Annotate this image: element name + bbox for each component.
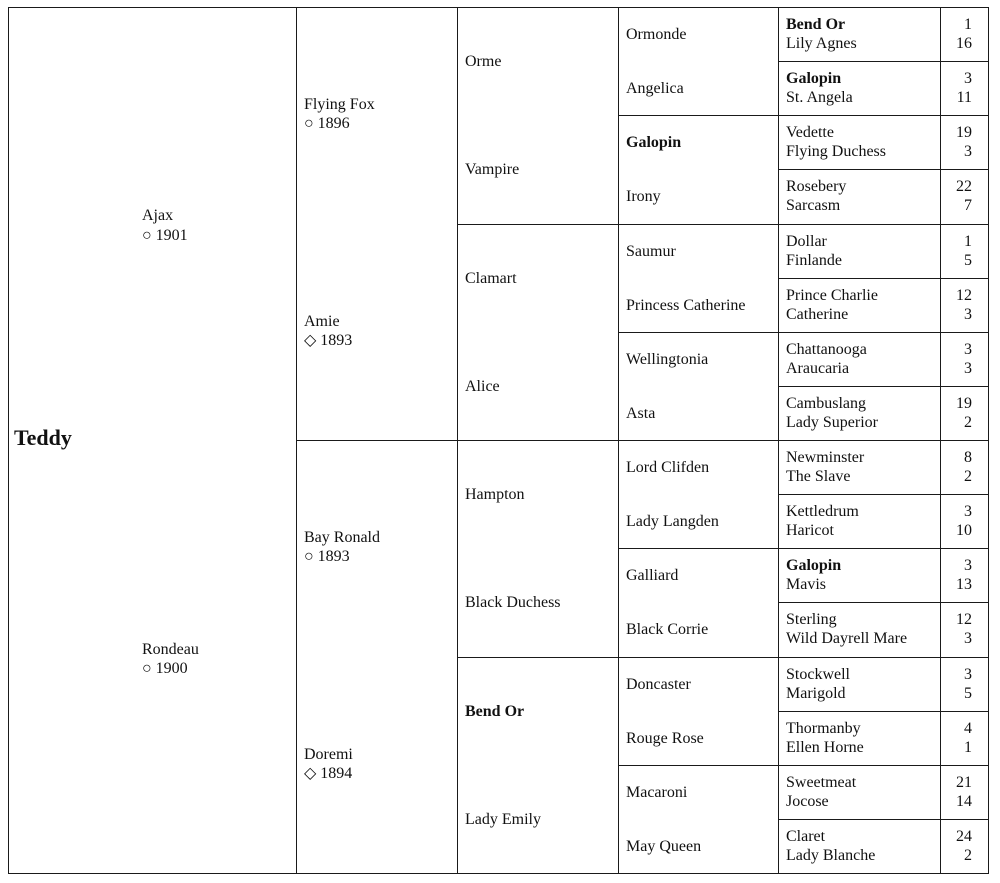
gen5-dam-family-number: 11 [956, 89, 972, 107]
frame-right [988, 7, 989, 874]
gen4-name: Princess Catherine [626, 296, 746, 314]
gen3-name: Alice [465, 377, 500, 395]
gen4-name: Galopin [626, 134, 682, 152]
gen4-name: May Queen [626, 837, 702, 855]
gen5-sire-family-number: 21 [956, 773, 972, 791]
gen5-sire-name: Newminster [786, 449, 865, 467]
sire-name: Ajax [142, 207, 174, 224]
gen5-dam-name: Lily Agnes [786, 35, 857, 53]
row-divider [778, 278, 988, 279]
gen5-sire-family-number: 3 [964, 557, 972, 575]
gen5-sire-name: Sweetmeat [786, 773, 857, 791]
gen2-year: ◇ 1893 [304, 331, 353, 349]
gen5-dam-family-number: 3 [964, 143, 972, 161]
gen5-sire-family-number: 3 [964, 665, 972, 683]
gen5-dam-family-number: 10 [956, 522, 972, 540]
gen3-name: Bend Or [465, 702, 525, 720]
gen5-dam-name: Marigold [786, 684, 846, 702]
gen2-name: Flying Fox [304, 96, 375, 114]
row-divider [778, 169, 988, 170]
gen2-name: Bay Ronald [304, 529, 380, 547]
gen4-name: Lady Langden [626, 513, 719, 531]
gen5-sire-family-number: 12 [956, 286, 972, 304]
gen5-dam-name: Araucaria [786, 359, 850, 377]
gen5-dam-family-number: 13 [956, 576, 972, 594]
gen5-sire-name: Claret [786, 827, 826, 845]
row-divider [296, 440, 988, 441]
gen5-sire-family-number: 1 [964, 232, 972, 250]
gen5-sire-family-number: 19 [956, 124, 972, 142]
gen5-sire-name: Stockwell [786, 665, 850, 683]
gen5-dam-family-number: 14 [956, 792, 972, 810]
gen3-name: Orme [465, 53, 502, 71]
gen5-dam-family-number: 16 [956, 35, 972, 53]
gen5-sire-name: Cambuslang [786, 394, 866, 412]
row-divider [457, 224, 988, 225]
gen4-name: Irony [626, 188, 661, 206]
gen5-sire-name: Chattanooga [786, 340, 867, 358]
gen5-dam-family-number: 2 [964, 846, 972, 864]
gen5-sire-family-number: 1 [964, 16, 972, 34]
gen5-dam-name: Jocose [786, 792, 829, 810]
gen5-sire-name: Galopin [786, 557, 842, 575]
gen4-name: Rouge Rose [626, 729, 704, 747]
gen3-name: Clamart [465, 269, 517, 287]
gen5-dam-family-number: 3 [964, 305, 972, 323]
gen5-sire-family-number: 8 [964, 449, 972, 467]
row-divider [618, 548, 988, 549]
sire-year: ○ 1901 [142, 227, 188, 244]
gen5-sire-family-number: 3 [964, 340, 972, 358]
gen5-sire-name: Galopin [786, 70, 842, 88]
row-divider [618, 115, 988, 116]
gen5-sire-family-number: 3 [964, 70, 972, 88]
gen5-dam-family-number: 5 [964, 251, 972, 269]
frame-left [8, 7, 9, 873]
gen4-name: Ormonde [626, 26, 687, 44]
gen4-name: Macaroni [626, 783, 688, 801]
gen5-dam-family-number: 5 [964, 684, 972, 702]
dam-year: ○ 1900 [142, 660, 188, 677]
gen5-sire-name: Sterling [786, 611, 837, 629]
gen4-name: Lord Clifden [626, 459, 710, 477]
gen5-dam-name: Mavis [786, 576, 826, 594]
gen5-dam-name: Haricot [786, 522, 834, 540]
gen5-dam-name: Wild Dayrell Mare [786, 630, 908, 648]
gen3-name: Lady Emily [465, 810, 541, 828]
gen5-dam-name: Flying Duchess [786, 143, 886, 161]
row-divider [778, 494, 988, 495]
gen4-name: Black Corrie [626, 621, 709, 639]
row-divider [778, 602, 988, 603]
gen2-name: Amie [304, 312, 340, 330]
gen3-name: Black Duchess [465, 594, 561, 612]
gen2-year: ◇ 1894 [304, 764, 353, 782]
gen4-name: Wellingtonia [626, 350, 709, 368]
gen2-name: Doremi [304, 745, 353, 763]
gen5-dam-name: Lady Superior [786, 413, 878, 431]
gen5-sire-name: Thormanby [786, 719, 861, 737]
gen5-sire-family-number: 3 [964, 503, 972, 521]
row-divider [778, 386, 988, 387]
gen2-year: ○ 1893 [304, 548, 350, 566]
gen5-sire-family-number: 4 [964, 719, 972, 737]
gen5-sire-name: Prince Charlie [786, 286, 878, 304]
gen5-dam-name: St. Angela [786, 89, 853, 107]
frame-top [8, 7, 988, 8]
gen5-sire-name: Dollar [786, 232, 827, 250]
gen5-dam-name: Lady Blanche [786, 846, 876, 864]
gen5-dam-family-number: 2 [964, 468, 972, 486]
row-divider [778, 819, 988, 820]
frame-bottom [8, 873, 989, 874]
gen5-dam-family-number: 7 [964, 197, 972, 215]
gen5-sire-family-number: 19 [956, 394, 972, 412]
row-divider [618, 332, 988, 333]
gen4-name: Galliard [626, 567, 679, 585]
gen5-dam-family-number: 3 [964, 630, 972, 648]
gen5-sire-family-number: 12 [956, 611, 972, 629]
subject-name: Teddy [14, 425, 72, 450]
gen3-name: Hampton [465, 486, 525, 504]
gen5-dam-family-number: 1 [964, 738, 972, 756]
gen5-sire-name: Bend Or [786, 16, 846, 34]
gen4-name: Asta [626, 404, 656, 422]
gen5-sire-name: Vedette [786, 124, 834, 142]
gen4-name: Angelica [626, 80, 684, 98]
row-divider [778, 711, 988, 712]
gen5-dam-family-number: 3 [964, 359, 972, 377]
gen5-dam-name: Ellen Horne [786, 738, 864, 756]
dam-name: Rondeau [142, 641, 199, 658]
row-divider [618, 765, 988, 766]
gen5-dam-name: The Slave [786, 468, 851, 486]
gen2-year: ○ 1896 [304, 115, 350, 133]
gen5-sire-name: Rosebery [786, 178, 847, 196]
gen5-sire-family-number: 22 [956, 178, 972, 196]
gen5-sire-family-number: 24 [956, 827, 972, 845]
gen5-dam-name: Finlande [786, 251, 842, 269]
gen4-name: Doncaster [626, 675, 691, 693]
gen5-dam-name: Catherine [786, 305, 849, 323]
gen4-name: Saumur [626, 242, 676, 260]
gen5-dam-name: Sarcasm [786, 197, 841, 215]
gen5-dam-family-number: 2 [964, 413, 972, 431]
row-divider [778, 61, 988, 62]
gen3-name: Vampire [465, 161, 520, 179]
gen5-sire-name: Kettledrum [786, 503, 859, 521]
row-divider [457, 657, 988, 658]
